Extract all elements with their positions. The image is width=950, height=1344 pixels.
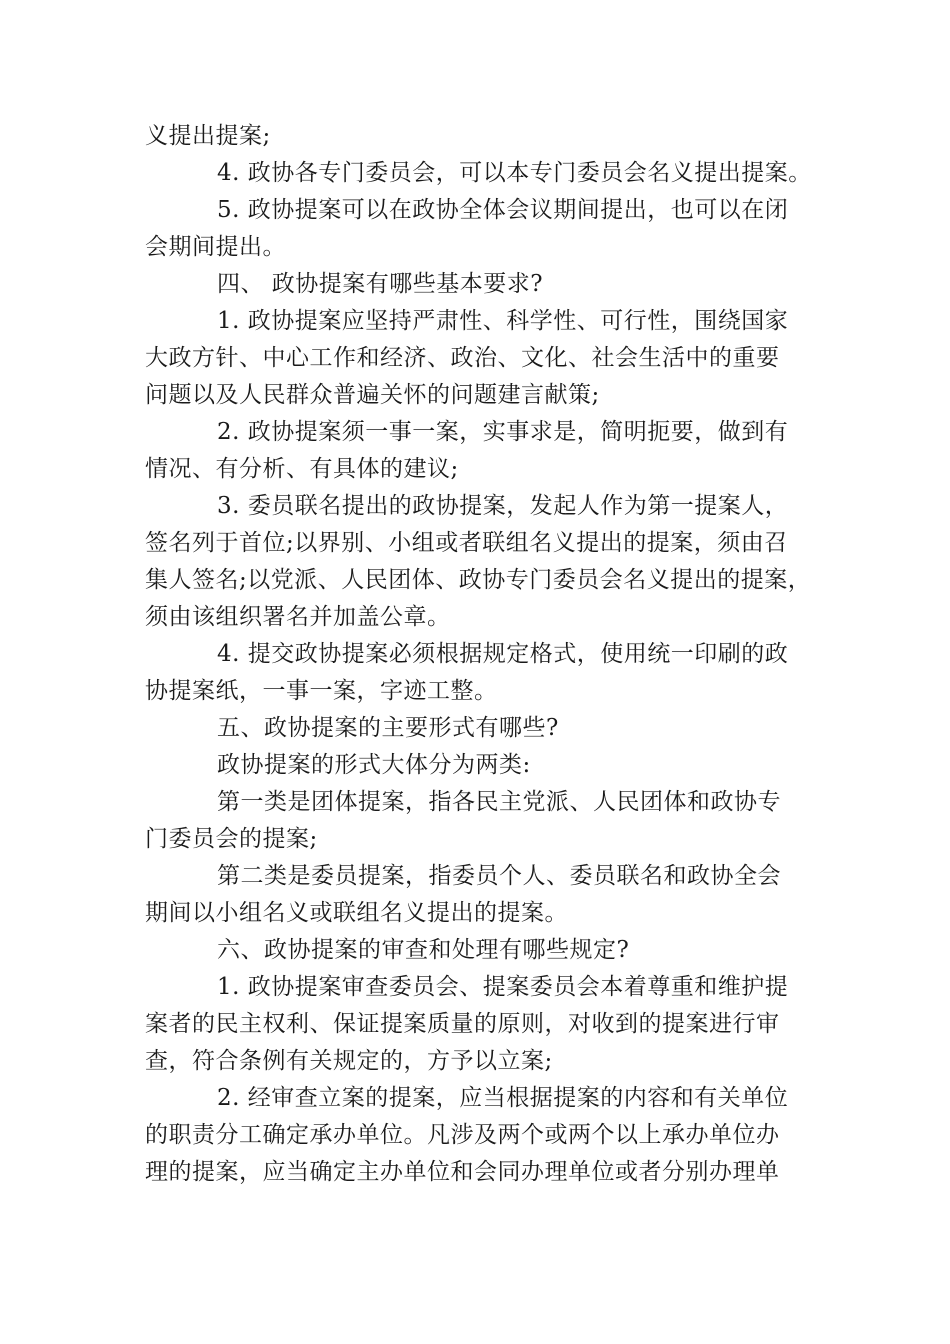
text-line: 问题以及人民群众普遍关怀的问题建言献策; bbox=[145, 382, 600, 408]
document-body bbox=[145, 118, 815, 1191]
text-line: 义提出提案; bbox=[145, 123, 271, 149]
text-line: 2. 经审查立案的提案，应当根据提案的内容和有关单位 bbox=[217, 1085, 789, 1111]
text-line: 签名列于首位;以界别、小组或者联组名义提出的提案，须由召 bbox=[145, 530, 788, 556]
text-line: 1. 政协提案应坚持严肃性、科学性、可行性，围绕国家 bbox=[217, 308, 789, 334]
text-line: 政协提案的形式大体分为两类: bbox=[217, 752, 531, 778]
text-line: 第二类是委员提案，指委员个人、委员联名和政协全会 bbox=[217, 863, 781, 889]
text-line: 的职责分工确定承办单位。凡涉及两个或两个以上承办单位办 bbox=[145, 1122, 780, 1148]
text-line: 3. 委员联名提出的政协提案，发起人作为第一提案人， bbox=[217, 493, 789, 519]
text-line: 查，符合条例有关规定的，方予以立案; bbox=[145, 1048, 553, 1074]
text-line: 5. 政协提案可以在政协全体会议期间提出，也可以在闭 bbox=[217, 197, 789, 223]
text-line: 2. 政协提案须一事一案，实事求是，简明扼要，做到有 bbox=[217, 419, 789, 445]
text-line: 4. 政协各专门委员会，可以本专门委员会名义提出提案。 bbox=[217, 160, 812, 186]
text-line: 理的提案，应当确定主办单位和会同办理单位或者分别办理单 bbox=[145, 1159, 780, 1185]
text-line: 须由该组织署名并加盖公章。 bbox=[145, 604, 451, 630]
text-line: 门委员会的提案; bbox=[145, 826, 318, 852]
text-line: 期间以小组名义或联组名义提出的提案。 bbox=[145, 900, 568, 926]
text-line: 4. 提交政协提案必须根据规定格式，使用统一印刷的政 bbox=[217, 641, 789, 667]
text-line: 会期间提出。 bbox=[145, 234, 286, 260]
text-line: 大政方针、中心工作和经济、政治、文化、社会生活中的重要 bbox=[145, 345, 780, 371]
text-line: 第一类是团体提案，指各民主党派、人民团体和政协专 bbox=[217, 789, 781, 815]
text-line: 六、政协提案的审查和处理有哪些规定? bbox=[217, 937, 630, 963]
text-line: 四、 政协提案有哪些基本要求? bbox=[217, 271, 544, 297]
text-line: 五、政协提案的主要形式有哪些? bbox=[217, 715, 559, 741]
text-line: 1. 政协提案审查委员会、提案委员会本着尊重和维护提 bbox=[217, 974, 789, 1000]
text-line: 案者的民主权利、保证提案质量的原则，对收到的提案进行审 bbox=[145, 1011, 780, 1037]
text-line: 集人签名;以党派、人民团体、政协专门委员会名义提出的提案， bbox=[145, 567, 812, 593]
text-line: 协提案纸，一事一案，字迹工整。 bbox=[145, 678, 498, 704]
text-line: 情况、有分析、有具体的建议; bbox=[145, 456, 459, 482]
